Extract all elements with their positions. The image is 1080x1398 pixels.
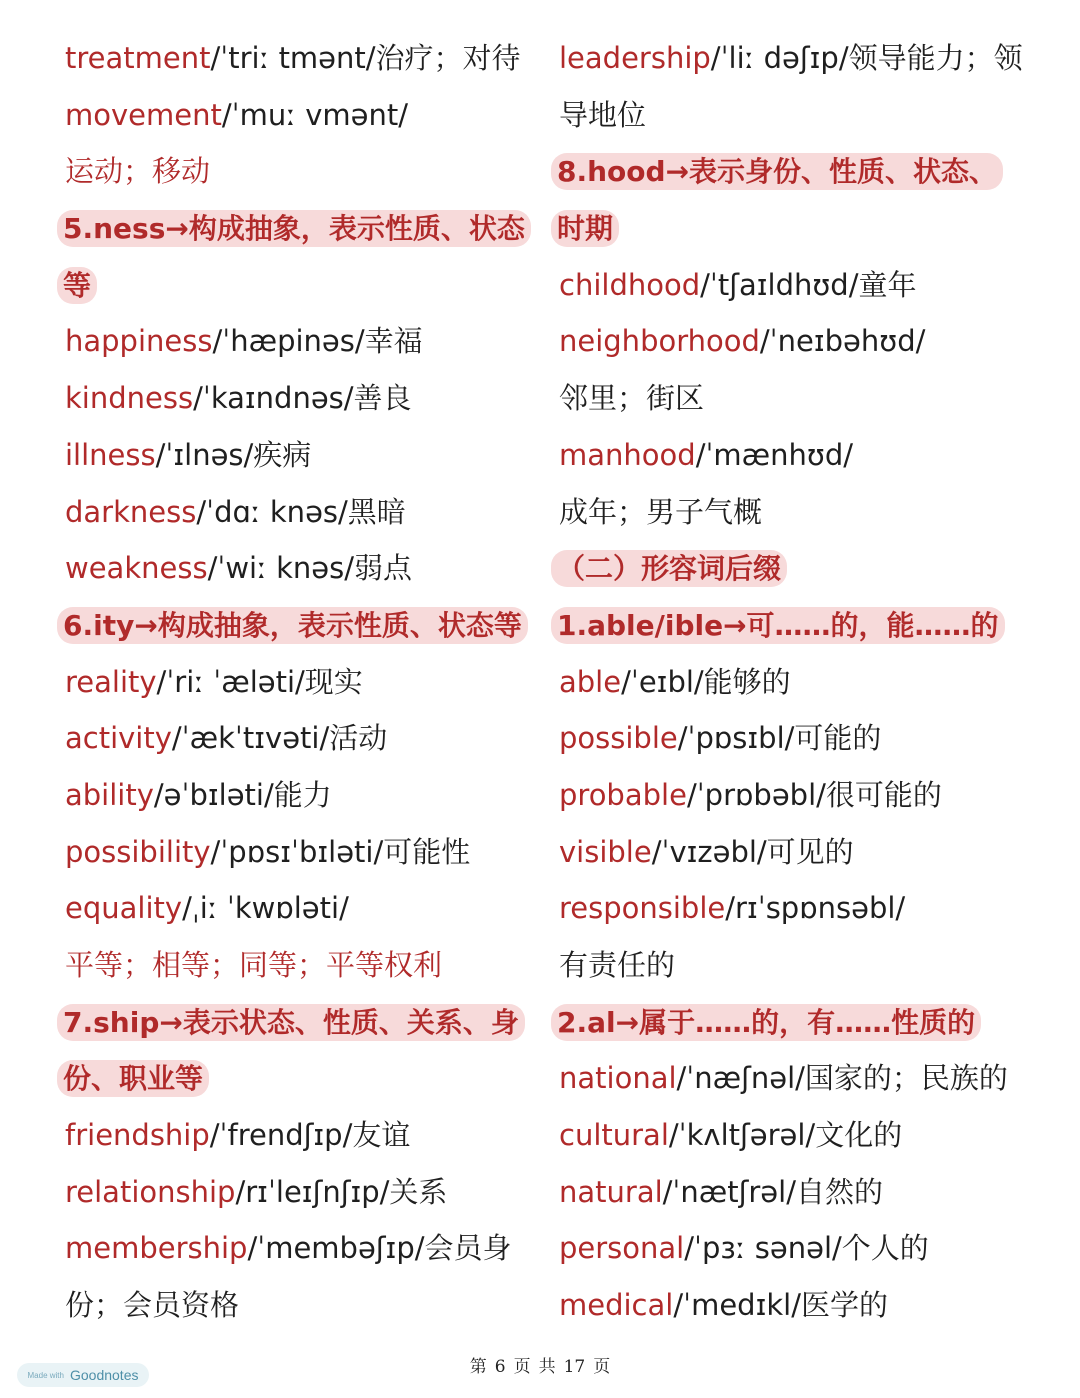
- vocab-definition: /ˈmedɪkl/医学的: [673, 1288, 888, 1323]
- section-heading-text: 等: [57, 267, 97, 304]
- section-heading-text: 7.ship→表示状态、性质、关系、身: [57, 1004, 525, 1041]
- vocab-definition: /ˈdɑː knəs/黑暗: [196, 494, 406, 529]
- vocab-entry: [65, 880, 530, 937]
- vocab-definition: /ˈækˈtɪvəti/活动: [171, 721, 388, 756]
- section-heading: [559, 200, 1029, 257]
- section-heading-text: （二）形容词后缀: [551, 550, 787, 587]
- vocab-entry: [559, 767, 1029, 824]
- vocab-word: darkness: [65, 494, 197, 529]
- definition-continuation: [559, 937, 1029, 994]
- vocab-definition: /ˈhæpinəs/幸福: [212, 324, 423, 359]
- footer-total-label: 共: [538, 1357, 556, 1377]
- vocab-entry: [65, 710, 530, 767]
- definition-text: 平等；相等；同等；平等权利: [65, 948, 443, 982]
- section-heading: [559, 994, 1029, 1051]
- vocab-definition: /ˌiː ˈkwɒləti/: [182, 891, 349, 926]
- footer-total-pages: 17: [563, 1357, 586, 1377]
- vocab-word: possibility: [65, 834, 211, 869]
- vocab-entry: [65, 1107, 530, 1164]
- vocab-word: medical: [559, 1288, 674, 1323]
- vocab-entry: [65, 824, 530, 881]
- right-column: [559, 30, 1029, 1334]
- vocab-entry: [65, 654, 530, 711]
- vocab-definition: /ˈliː dəʃɪp/领导能力；领: [710, 41, 1023, 75]
- section-heading: [65, 994, 530, 1051]
- vocab-entry: [65, 540, 530, 597]
- vocab-word: natural: [559, 1174, 663, 1209]
- footer-page-number: 6: [494, 1357, 506, 1377]
- vocab-definition: /ˈkʌltʃərəl/文化的: [668, 1118, 903, 1153]
- vocab-entry: [65, 370, 530, 427]
- section-heading: [65, 257, 530, 314]
- vocab-word: relationship: [65, 1174, 236, 1209]
- vocab-word: illness: [65, 437, 156, 472]
- footer-prefix: 第: [469, 1357, 487, 1377]
- badge-brand: Goodnotes: [69, 1367, 139, 1383]
- vocab-word: equality: [65, 891, 183, 926]
- section-heading-text: 时期: [551, 210, 619, 247]
- section-heading-text: 1.able/ible→可……的，能……的: [551, 607, 1005, 644]
- vocab-word: visible: [559, 834, 652, 869]
- vocab-entry: [559, 30, 1029, 87]
- definition-text: 有责任的: [559, 948, 676, 982]
- definition-continuation: [65, 937, 530, 994]
- vocab-definition: /rɪˈleɪʃnʃɪp/关系: [235, 1174, 448, 1209]
- vocab-word: responsible: [559, 891, 726, 926]
- section-heading-text: 份、职业等: [57, 1060, 209, 1097]
- vocab-word: neighborhood: [559, 324, 760, 359]
- vocab-entry: [559, 824, 1029, 881]
- vocab-word: reality: [65, 664, 157, 699]
- left-column: [65, 30, 530, 1334]
- definition-continuation: [65, 143, 530, 200]
- vocab-word: weakness: [65, 551, 208, 586]
- vocab-word: happiness: [65, 324, 213, 359]
- vocab-definition: /ˈkaɪndnəs/善良: [193, 381, 412, 416]
- definition-continuation: [559, 484, 1029, 541]
- vocab-entry: [559, 257, 1029, 314]
- vocab-definition: /ˈmænhʊd/: [695, 437, 854, 472]
- vocab-word: possible: [559, 721, 678, 756]
- vocab-entry: [65, 87, 530, 144]
- vocab-definition: /ˈpɒsɪbl/可能的: [677, 721, 882, 756]
- vocab-entry: [559, 710, 1029, 767]
- section-heading-text: 5.ness→构成抽象，表示性质、状态: [57, 210, 531, 247]
- section-heading: [65, 597, 530, 654]
- footer-suffix: 页: [593, 1357, 611, 1377]
- vocab-definition: /ˈtʃaɪldhʊd/童年: [700, 267, 917, 302]
- definition-continuation: [65, 1277, 530, 1334]
- vocab-word: national: [559, 1061, 677, 1096]
- vocab-word: membership: [65, 1231, 248, 1266]
- definition-text: 份；会员资格: [65, 1288, 240, 1323]
- badge-made-with: Made with: [27, 1370, 64, 1380]
- section-heading: [65, 1050, 530, 1107]
- vocab-entry: [65, 427, 530, 484]
- vocab-entry: [65, 1164, 530, 1221]
- vocab-entry: [559, 1050, 1029, 1107]
- vocab-definition: /ˈeɪbl/能够的: [621, 664, 791, 699]
- vocab-definition: /rɪˈspɒnsəbl/: [725, 891, 906, 926]
- vocab-word: manhood: [559, 437, 696, 472]
- vocab-word: movement: [65, 97, 222, 132]
- vocab-entry: [559, 880, 1029, 937]
- vocab-definition: /ˈfrendʃɪp/友谊: [209, 1118, 411, 1153]
- vocab-word: cultural: [559, 1118, 669, 1153]
- vocab-definition: /ˈriː ˈæləti/现实: [156, 664, 363, 699]
- vocab-word: personal: [559, 1231, 685, 1266]
- vocab-entry: [559, 1277, 1029, 1334]
- definition-text: 运动；移动: [65, 154, 211, 189]
- section-heading: [559, 597, 1029, 654]
- vocab-entry: [65, 484, 530, 541]
- section-heading-text: 2.al→属于……的，有……性质的: [551, 1004, 981, 1041]
- vocab-definition: /ˈvɪzəbl/可见的: [651, 834, 854, 869]
- vocab-definition: /əˈbɪləti/能力: [153, 777, 332, 812]
- section-heading: [559, 540, 1029, 597]
- page-footer: [0, 1352, 1080, 1377]
- vocab-entry: [559, 1107, 1029, 1164]
- footer-page-label: 页: [513, 1357, 531, 1377]
- section-heading: [65, 200, 530, 257]
- vocab-entry: [559, 1220, 1029, 1277]
- vocab-word: able: [559, 664, 622, 699]
- vocab-word: childhood: [559, 267, 701, 302]
- vocab-entry: [65, 1220, 530, 1277]
- definition-text: 邻里；街区: [559, 381, 705, 416]
- vocab-word: activity: [65, 721, 172, 756]
- definition-text: 导地位: [559, 97, 647, 132]
- vocab-word: ability: [65, 777, 154, 812]
- vocab-word: kindness: [65, 381, 194, 416]
- definition-text: 成年；男子气概: [559, 494, 763, 529]
- section-heading-text: 8.hood→表示身份、性质、状态、: [551, 153, 1003, 190]
- vocab-entry: [65, 767, 530, 824]
- vocab-word: friendship: [65, 1118, 210, 1153]
- vocab-definition: /ˈnæʃnəl/国家的；民族的: [676, 1061, 1008, 1096]
- vocab-entry: [559, 427, 1029, 484]
- section-heading-text: 6.ity→构成抽象，表示性质、状态等: [57, 607, 528, 644]
- vocab-entry: [559, 1164, 1029, 1221]
- vocab-definition: /ˈpɜː sənəl/个人的: [684, 1231, 929, 1266]
- definition-continuation: [559, 370, 1029, 427]
- vocab-entry: [65, 313, 530, 370]
- vocab-entry: [65, 30, 530, 87]
- vocab-word: probable: [559, 777, 687, 812]
- vocab-definition: /ˈmembəʃɪp/会员身: [247, 1231, 512, 1266]
- vocab-definition: /ˈɪlnəs/疾病: [155, 437, 312, 472]
- vocab-word: treatment: [65, 41, 211, 75]
- vocab-definition: /ˈnætʃrəl/自然的: [662, 1174, 883, 1209]
- vocab-entry: [559, 654, 1029, 711]
- section-heading: [559, 143, 1029, 200]
- vocab-definition: /ˈneɪbəhʊd/: [759, 324, 926, 359]
- vocab-definition: /ˈwiː knəs/弱点: [207, 551, 412, 586]
- vocab-definition: /ˈpɒsɪˈbɪləti/可能性: [210, 834, 471, 869]
- vocab-definition: /ˈprɒbəbl/很可能的: [686, 777, 942, 812]
- definition-continuation: [559, 87, 1029, 144]
- goodnotes-badge[interactable]: [17, 1363, 149, 1387]
- vocab-entry: [559, 313, 1029, 370]
- vocab-word: leadership: [559, 41, 711, 75]
- vocab-definition: /ˈmuː vmənt/: [221, 97, 408, 132]
- vocab-definition: /ˈtriː tmənt/治疗；对待: [210, 41, 521, 75]
